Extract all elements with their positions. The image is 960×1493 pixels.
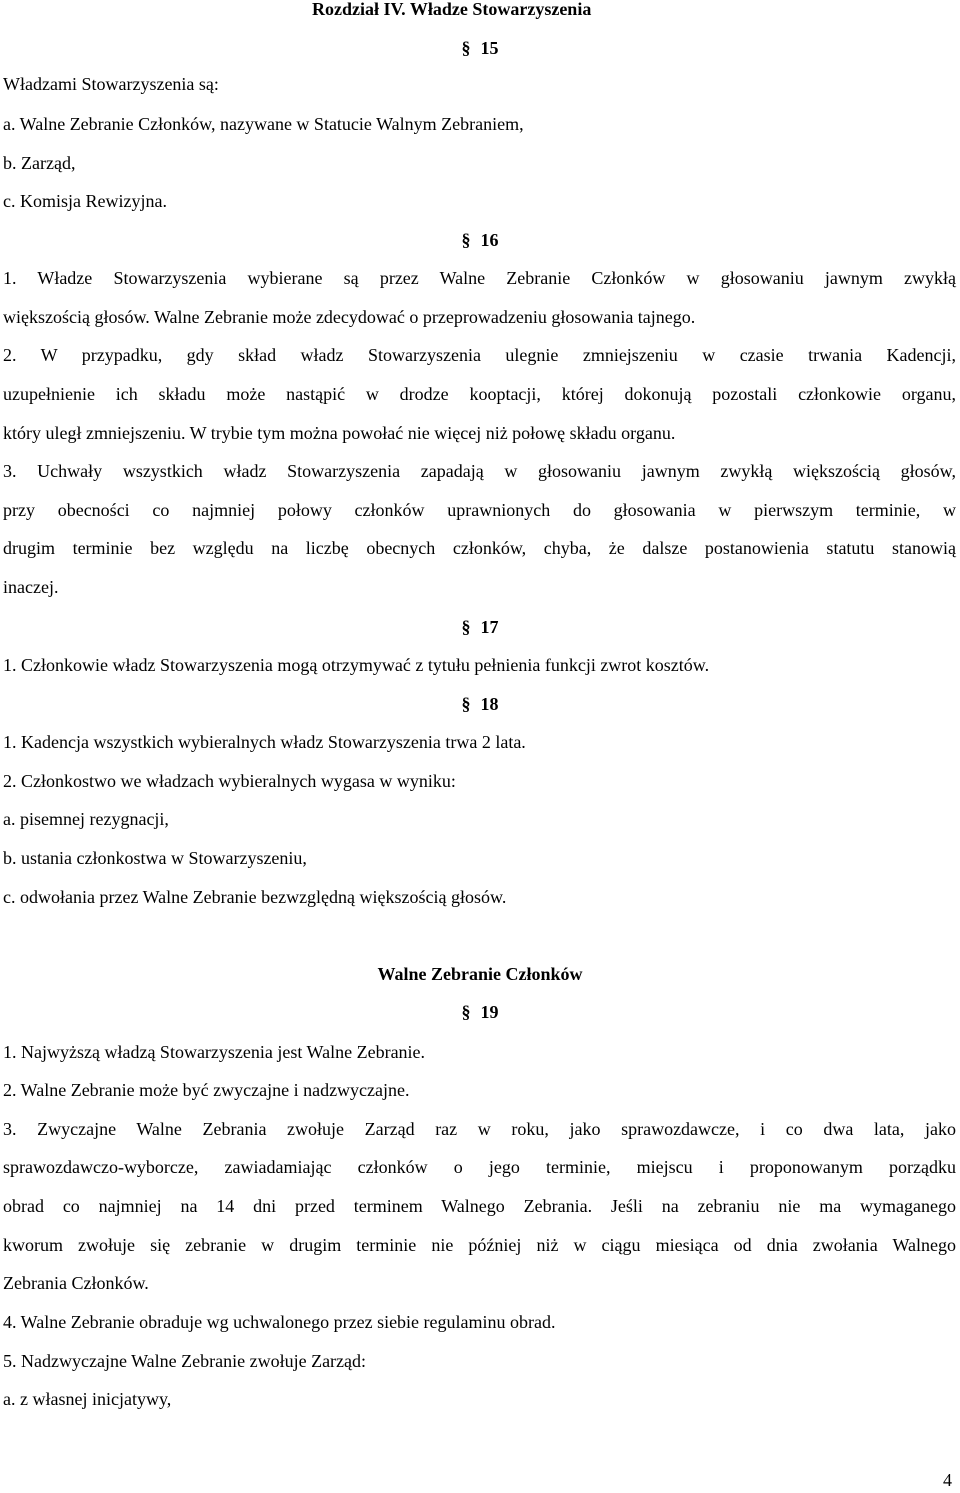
paragraph-line: Zebrania Członków.	[3, 1273, 149, 1293]
section-number: 18	[480, 694, 499, 714]
paragraph-line: 3. Zwyczajne Walne Zebrania zwołuje Zarząd raz w roku, jako sprawozdawcze, i co dwa lata, jako	[3, 1119, 956, 1139]
paragraph-line: inaczej.	[3, 577, 59, 597]
section-sign: §	[461, 1002, 471, 1022]
paragraph-line: sprawozdawczo-wyborcze, zawiadamiając członków o jego terminie, miejscu i proponowanym porządku	[3, 1157, 956, 1177]
subheading: Walne Zebranie Członków	[377, 964, 583, 984]
section-number: 16	[480, 230, 499, 250]
section-sign: §	[461, 230, 471, 250]
list-item: b. Zarząd,	[3, 153, 76, 173]
paragraph-line: Władzami Stowarzyszenia są:	[3, 74, 219, 94]
section-heading-17	[0, 616, 960, 638]
section-sign: §	[461, 38, 471, 58]
paragraph-line: kworum zwołuje się zebranie w drugim terminie nie później niż w ciągu miesiąca od dnia zwołania Walnego	[3, 1235, 956, 1255]
paragraph-line: 1. Kadencja wszystkich wybieralnych władz Stowarzyszenia trwa 2 lata.	[3, 732, 526, 752]
paragraph-line: uzupełnienie ich składu może nastąpić w drodze kooptacji, której dokonują pozostali członkowie organu,	[3, 384, 956, 404]
paragraph-line: przy obecności co najmniej połowy członków uprawnionych do głosowania w pierwszym terminie, w	[3, 500, 956, 520]
list-item: b. ustania członkostwa w Stowarzyszeniu,	[3, 848, 307, 868]
paragraph-line: 2. Walne Zebranie może być zwyczajne i nadzwyczajne.	[3, 1080, 410, 1100]
paragraph-line: 3. Uchwały wszystkich władz Stowarzyszenia zapadają w głosowaniu jawnym zwykłą większością głosów,	[3, 461, 956, 481]
section-heading-18	[0, 693, 960, 715]
paragraph-line: 2. Członkostwo we władzach wybieralnych wygasa w wyniku:	[3, 771, 456, 791]
section-heading-19	[0, 1001, 960, 1023]
page-number: 4	[943, 1470, 952, 1490]
section-heading-15	[0, 37, 960, 59]
list-item: c. odwołania przez Walne Zebranie bezwzględną większością głosów.	[3, 887, 507, 907]
list-item: a. Walne Zebranie Członków, nazywane w Statucie Walnym Zebraniem,	[3, 114, 524, 134]
paragraph-line: który uległ zmniejszeniu. W trybie tym można powołać nie więcej niż połowę składu organu.	[3, 423, 676, 443]
list-item: a. pisemnej rezygnacji,	[3, 809, 169, 829]
paragraph-line: 1. Członkowie władz Stowarzyszenia mogą otrzymywać z tytułu pełnienia funkcji zwrot kosztów.	[3, 655, 710, 675]
paragraph-line: obrad co najmniej na 14 dni przed terminem Walnego Zebrania. Jeśli na zebraniu nie ma wymaganego	[3, 1196, 956, 1216]
paragraph-line: 1. Najwyższą władzą Stowarzyszenia jest Walne Zebranie.	[3, 1042, 426, 1062]
section-number: 19	[480, 1002, 499, 1022]
paragraph-line: 1. Władze Stowarzyszenia wybierane są przez Walne Zebranie Członków w głosowaniu jawnym zwykłą	[3, 268, 956, 288]
paragraph-line: drugim terminie bez względu na liczbę obecnych członków, chyba, że dalsze postanowienia statutu stanowią	[3, 538, 956, 558]
paragraph-line: 2. W przypadku, gdy skład władz Stowarzyszenia ulegnie zmniejszeniu w czasie trwania Kadencji,	[3, 345, 956, 365]
section-sign: §	[461, 617, 471, 637]
paragraph-line: 5. Nadzwyczajne Walne Zebranie zwołuje Zarząd:	[3, 1351, 367, 1371]
list-item: a. z własnej inicjatywy,	[3, 1389, 172, 1409]
section-sign: §	[461, 694, 471, 714]
chapter-title: Rozdział IV. Władze Stowarzyszenia	[312, 0, 592, 19]
list-item: c. Komisja Rewizyjna.	[3, 191, 167, 211]
section-number: 17	[480, 617, 499, 637]
paragraph-line: większością głosów. Walne Zebranie może zdecydować o przeprowadzeniu głosowania tajnego.	[3, 307, 696, 327]
section-heading-16	[0, 229, 960, 251]
paragraph-line: 4. Walne Zebranie obraduje wg uchwalonego przez siebie regulaminu obrad.	[3, 1312, 556, 1332]
section-number: 15	[480, 38, 499, 58]
